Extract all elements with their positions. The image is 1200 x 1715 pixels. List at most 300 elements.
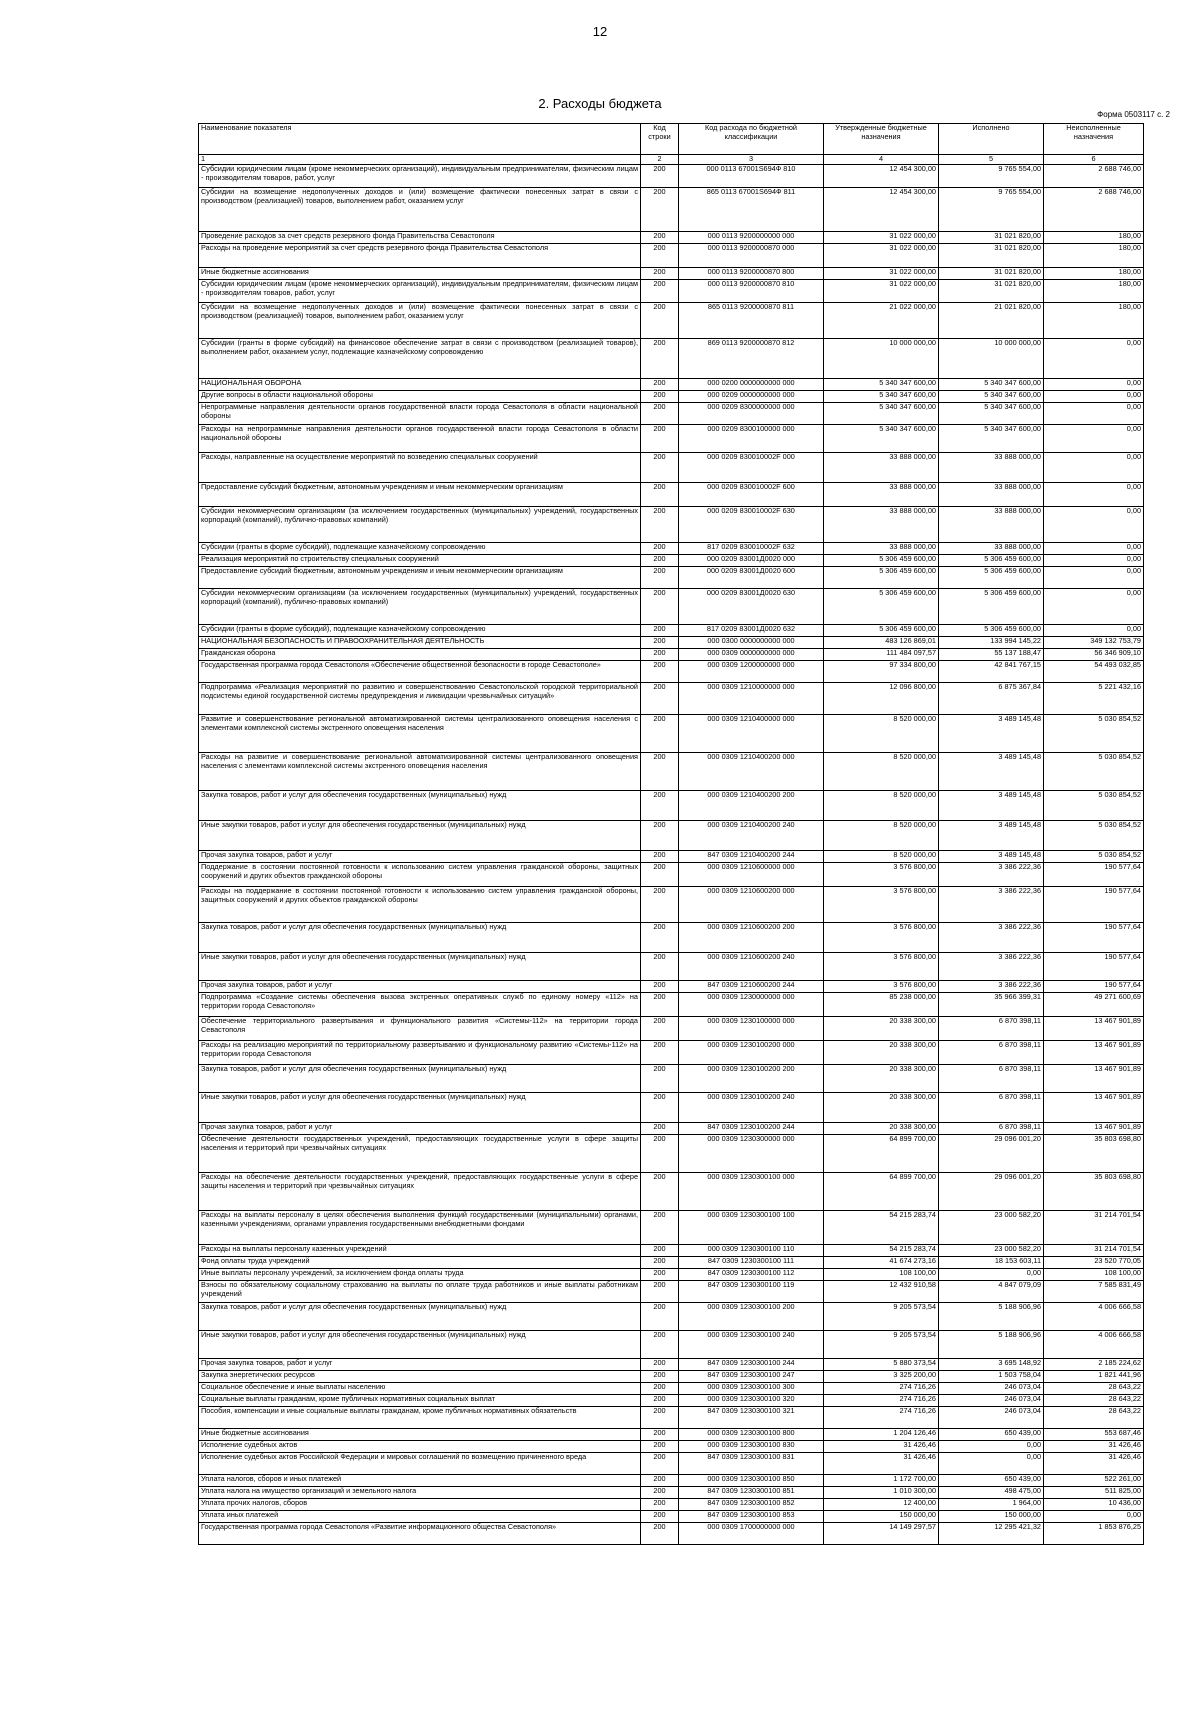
row-executed: 650 439,00 bbox=[939, 1429, 1044, 1441]
table-row bbox=[199, 887, 1144, 923]
row-line-code: 200 bbox=[641, 1441, 679, 1453]
row-line-code: 200 bbox=[641, 683, 679, 715]
row-unexecuted: 0,00 bbox=[1044, 483, 1144, 507]
table-row bbox=[199, 232, 1144, 244]
row-executed: 9 765 554,00 bbox=[939, 165, 1044, 188]
row-classification-code: 847 0309 1230300100 852 bbox=[679, 1499, 824, 1511]
row-executed: 12 295 421,32 bbox=[939, 1523, 1044, 1545]
expenses-table bbox=[198, 123, 1144, 1545]
row-classification-code: 817 0209 830010002F 632 bbox=[679, 543, 824, 555]
row-line-code: 200 bbox=[641, 1359, 679, 1371]
row-classification-code: 000 0113 67001S694Ф 810 bbox=[679, 165, 824, 188]
page-number: 12 bbox=[592, 24, 608, 39]
row-unexecuted: 5 030 854,52 bbox=[1044, 791, 1144, 821]
row-approved: 483 126 869,01 bbox=[824, 637, 939, 649]
table-row bbox=[199, 280, 1144, 303]
row-unexecuted: 0,00 bbox=[1044, 625, 1144, 637]
row-line-code: 200 bbox=[641, 1173, 679, 1211]
row-approved: 3 576 800,00 bbox=[824, 981, 939, 993]
row-name: Социальное обеспечение и иные выплаты населению bbox=[199, 1383, 641, 1395]
row-classification-code: 000 0200 0000000000 000 bbox=[679, 379, 824, 391]
row-executed: 33 888 000,00 bbox=[939, 507, 1044, 543]
row-unexecuted: 0,00 bbox=[1044, 379, 1144, 391]
row-unexecuted: 0,00 bbox=[1044, 339, 1144, 379]
index-cell: 1 bbox=[199, 155, 641, 165]
row-approved: 14 149 297,57 bbox=[824, 1523, 939, 1545]
row-unexecuted: 10 436,00 bbox=[1044, 1499, 1144, 1511]
row-unexecuted: 180,00 bbox=[1044, 280, 1144, 303]
row-unexecuted: 35 803 698,80 bbox=[1044, 1135, 1144, 1173]
table-row bbox=[199, 715, 1144, 753]
row-approved: 8 520 000,00 bbox=[824, 791, 939, 821]
row-approved: 3 576 800,00 bbox=[824, 863, 939, 887]
row-classification-code: 869 0113 9200000870 812 bbox=[679, 339, 824, 379]
row-name: Расходы на поддержание в состоянии постоянной готовности к использованию систем управления гражданской обороны, защитных сооружений и других объектов гражданской обороны bbox=[199, 887, 641, 923]
row-name: Расходы, направленные на осуществление мероприятий по возведению специальных сооружений bbox=[199, 453, 641, 483]
row-classification-code: 000 0309 1210600200 200 bbox=[679, 923, 824, 953]
row-line-code: 200 bbox=[641, 953, 679, 981]
table-row bbox=[199, 1041, 1144, 1065]
row-name: Уплата налогов, сборов и иных платежей bbox=[199, 1475, 641, 1487]
row-approved: 97 334 800,00 bbox=[824, 661, 939, 683]
row-name: Государственная программа города Севастополя «Обеспечение общественной безопасности в городе Севастополе» bbox=[199, 661, 641, 683]
row-executed: 33 888 000,00 bbox=[939, 483, 1044, 507]
table-row bbox=[199, 1017, 1144, 1041]
row-line-code: 200 bbox=[641, 555, 679, 567]
row-classification-code: 000 0300 0000000000 000 bbox=[679, 637, 824, 649]
row-line-code: 200 bbox=[641, 887, 679, 923]
row-name: НАЦИОНАЛЬНАЯ БЕЗОПАСНОСТЬ И ПРАВООХРАНИТЕЛЬНАЯ ДЕЯТЕЛЬНОСТЬ bbox=[199, 637, 641, 649]
row-classification-code: 847 0309 1230100200 244 bbox=[679, 1123, 824, 1135]
row-line-code: 200 bbox=[641, 1523, 679, 1545]
row-executed: 9 765 554,00 bbox=[939, 188, 1044, 232]
table-row bbox=[199, 567, 1144, 589]
row-line-code: 200 bbox=[641, 661, 679, 683]
row-executed: 5 188 906,96 bbox=[939, 1331, 1044, 1359]
row-unexecuted: 0,00 bbox=[1044, 425, 1144, 453]
row-line-code: 200 bbox=[641, 188, 679, 232]
row-unexecuted: 0,00 bbox=[1044, 507, 1144, 543]
row-unexecuted: 13 467 901,89 bbox=[1044, 1041, 1144, 1065]
row-line-code: 200 bbox=[641, 1257, 679, 1269]
table-row bbox=[199, 1441, 1144, 1453]
row-classification-code: 000 0209 0000000000 000 bbox=[679, 391, 824, 403]
table-row bbox=[199, 649, 1144, 661]
table-row bbox=[199, 379, 1144, 391]
table-row bbox=[199, 1523, 1144, 1545]
row-classification-code: 000 0309 1210400200 240 bbox=[679, 821, 824, 851]
row-executed: 3 489 145,48 bbox=[939, 851, 1044, 863]
row-name: Расходы на выплаты персоналу казенных учреждений bbox=[199, 1245, 641, 1257]
row-name: Субсидии юридическим лицам (кроме некоммерческих организаций), индивидуальным предпринимателям, физическим лицам - производителям товаров, работ, услуг bbox=[199, 280, 641, 303]
row-name: Прочая закупка товаров, работ и услуг bbox=[199, 1359, 641, 1371]
row-unexecuted: 31 426,46 bbox=[1044, 1453, 1144, 1475]
row-approved: 8 520 000,00 bbox=[824, 715, 939, 753]
row-approved: 54 215 283,74 bbox=[824, 1245, 939, 1257]
row-classification-code: 000 0309 1230300100 110 bbox=[679, 1245, 824, 1257]
table-row bbox=[199, 1453, 1144, 1475]
row-name: Иные закупки товаров, работ и услуг для обеспечения государственных (муниципальных) нужд bbox=[199, 953, 641, 981]
table-row bbox=[199, 1093, 1144, 1123]
row-unexecuted: 31 214 701,54 bbox=[1044, 1245, 1144, 1257]
row-name: Подпрограмма «Реализация мероприятий по развитию и совершенствованию Севастопольской городской территориальной подсистемы единой государственной системы предупреждения и ликвидации чрезвычайных ситуаций» bbox=[199, 683, 641, 715]
table-row bbox=[199, 543, 1144, 555]
row-unexecuted: 1 821 441,96 bbox=[1044, 1371, 1144, 1383]
row-line-code: 200 bbox=[641, 483, 679, 507]
row-executed: 5 340 347 600,00 bbox=[939, 391, 1044, 403]
index-cell: 5 bbox=[939, 155, 1044, 165]
row-classification-code: 000 0209 83001Д0020 630 bbox=[679, 589, 824, 625]
row-classification-code: 000 0209 830010002F 600 bbox=[679, 483, 824, 507]
row-approved: 20 338 300,00 bbox=[824, 1041, 939, 1065]
row-executed: 1 964,00 bbox=[939, 1499, 1044, 1511]
row-unexecuted: 13 467 901,89 bbox=[1044, 1123, 1144, 1135]
row-executed: 246 073,04 bbox=[939, 1383, 1044, 1395]
row-classification-code: 000 0309 1230300100 850 bbox=[679, 1475, 824, 1487]
table-row bbox=[199, 923, 1144, 953]
row-unexecuted: 180,00 bbox=[1044, 232, 1144, 244]
table-row bbox=[199, 791, 1144, 821]
table-row bbox=[199, 1359, 1144, 1371]
row-name: Субсидии на возмещение недополученных доходов и (или) возмещение фактически понесенных затрат в связи с производством (реализацией) товаров, выполнением работ, оказанием услуг bbox=[199, 188, 641, 232]
row-classification-code: 000 0309 1230300100 000 bbox=[679, 1173, 824, 1211]
row-line-code: 200 bbox=[641, 1475, 679, 1487]
table-row bbox=[199, 661, 1144, 683]
row-executed: 31 021 820,00 bbox=[939, 268, 1044, 280]
row-approved: 8 520 000,00 bbox=[824, 753, 939, 791]
table-row bbox=[199, 1211, 1144, 1245]
row-classification-code: 000 0309 1200000000 000 bbox=[679, 661, 824, 683]
row-executed: 3 386 222,36 bbox=[939, 923, 1044, 953]
row-name: Обеспечение деятельности государственных учреждений, предоставляющих государственные услуги в сфере защиты населения и территорий при чрезвычайных ситуациях bbox=[199, 1135, 641, 1173]
row-classification-code: 865 0113 9200000870 811 bbox=[679, 303, 824, 339]
row-line-code: 200 bbox=[641, 1135, 679, 1173]
row-approved: 12 432 910,58 bbox=[824, 1281, 939, 1303]
row-line-code: 200 bbox=[641, 993, 679, 1017]
table-row bbox=[199, 1487, 1144, 1499]
row-approved: 33 888 000,00 bbox=[824, 543, 939, 555]
row-name: Исполнение судебных актов Российской Федерации и мировых соглашений по возмещению причиненного вреда bbox=[199, 1453, 641, 1475]
row-name: Субсидии некоммерческим организациям (за исключением государственных (муниципальных) учреждений, государственных корпораций (компаний), публично-правовых компаний) bbox=[199, 507, 641, 543]
row-classification-code: 847 0309 1230300100 831 bbox=[679, 1453, 824, 1475]
row-line-code: 200 bbox=[641, 753, 679, 791]
index-cell: 6 bbox=[1044, 155, 1144, 165]
row-unexecuted: 190 577,64 bbox=[1044, 981, 1144, 993]
row-name: Социальные выплаты гражданам, кроме публичных нормативных социальных выплат bbox=[199, 1395, 641, 1407]
row-name: Прочая закупка товаров, работ и услуг bbox=[199, 1123, 641, 1135]
table-row bbox=[199, 589, 1144, 625]
row-executed: 3 386 222,36 bbox=[939, 981, 1044, 993]
row-classification-code: 000 0209 830010002F 630 bbox=[679, 507, 824, 543]
row-classification-code: 865 0113 67001S694Ф 811 bbox=[679, 188, 824, 232]
row-unexecuted: 190 577,64 bbox=[1044, 923, 1144, 953]
row-unexecuted: 31 426,46 bbox=[1044, 1441, 1144, 1453]
row-executed: 3 695 148,92 bbox=[939, 1359, 1044, 1371]
row-unexecuted: 0,00 bbox=[1044, 453, 1144, 483]
row-approved: 150 000,00 bbox=[824, 1511, 939, 1523]
row-name: Предоставление субсидий бюджетным, автономным учреждениям и иным некоммерческим организациям bbox=[199, 567, 641, 589]
row-name: Закупка товаров, работ и услуг для обеспечения государственных (муниципальных) нужд bbox=[199, 923, 641, 953]
row-line-code: 200 bbox=[641, 232, 679, 244]
row-approved: 3 576 800,00 bbox=[824, 923, 939, 953]
table-row bbox=[199, 1475, 1144, 1487]
row-line-code: 200 bbox=[641, 280, 679, 303]
row-unexecuted: 0,00 bbox=[1044, 555, 1144, 567]
row-line-code: 200 bbox=[641, 791, 679, 821]
row-line-code: 200 bbox=[641, 1269, 679, 1281]
table-row bbox=[199, 483, 1144, 507]
row-approved: 8 520 000,00 bbox=[824, 851, 939, 863]
row-approved: 5 306 459 600,00 bbox=[824, 567, 939, 589]
row-classification-code: 000 0309 1210600200 240 bbox=[679, 953, 824, 981]
row-classification-code: 847 0309 1230300100 119 bbox=[679, 1281, 824, 1303]
row-name: Иные закупки товаров, работ и услуг для обеспечения государственных (муниципальных) нужд bbox=[199, 1331, 641, 1359]
row-executed: 5 188 906,96 bbox=[939, 1303, 1044, 1331]
table-row bbox=[199, 391, 1144, 403]
row-line-code: 200 bbox=[641, 1383, 679, 1395]
row-line-code: 200 bbox=[641, 1281, 679, 1303]
index-row bbox=[199, 155, 1144, 165]
row-unexecuted: 2 185 224,62 bbox=[1044, 1359, 1144, 1371]
row-unexecuted: 2 688 746,00 bbox=[1044, 188, 1144, 232]
row-approved: 5 340 347 600,00 bbox=[824, 425, 939, 453]
row-approved: 8 520 000,00 bbox=[824, 821, 939, 851]
row-name: НАЦИОНАЛЬНАЯ ОБОРОНА bbox=[199, 379, 641, 391]
row-classification-code: 000 0113 9200000870 800 bbox=[679, 268, 824, 280]
row-executed: 33 888 000,00 bbox=[939, 543, 1044, 555]
row-unexecuted: 5 030 854,52 bbox=[1044, 851, 1144, 863]
table-row bbox=[199, 244, 1144, 268]
row-unexecuted: 0,00 bbox=[1044, 543, 1144, 555]
row-approved: 5 340 347 600,00 bbox=[824, 379, 939, 391]
row-approved: 3 576 800,00 bbox=[824, 953, 939, 981]
row-classification-code: 000 0309 0000000000 000 bbox=[679, 649, 824, 661]
row-line-code: 200 bbox=[641, 923, 679, 953]
row-classification-code: 000 0209 83001Д0020 600 bbox=[679, 567, 824, 589]
row-unexecuted: 190 577,64 bbox=[1044, 953, 1144, 981]
row-unexecuted: 522 261,00 bbox=[1044, 1475, 1144, 1487]
row-executed: 3 489 145,48 bbox=[939, 715, 1044, 753]
row-classification-code: 847 0309 1230300100 247 bbox=[679, 1371, 824, 1383]
row-approved: 5 306 459 600,00 bbox=[824, 555, 939, 567]
row-executed: 3 489 145,48 bbox=[939, 791, 1044, 821]
row-approved: 12 454 300,00 bbox=[824, 165, 939, 188]
row-executed: 5 340 347 600,00 bbox=[939, 379, 1044, 391]
row-executed: 29 096 001,20 bbox=[939, 1135, 1044, 1173]
table-row bbox=[199, 753, 1144, 791]
row-line-code: 200 bbox=[641, 1395, 679, 1407]
row-unexecuted: 5 030 854,52 bbox=[1044, 753, 1144, 791]
row-classification-code: 847 0309 1230300100 111 bbox=[679, 1257, 824, 1269]
table-row bbox=[199, 1383, 1144, 1395]
row-executed: 150 000,00 bbox=[939, 1511, 1044, 1523]
row-classification-code: 000 0309 1230300100 240 bbox=[679, 1331, 824, 1359]
row-classification-code: 847 0309 1230300100 321 bbox=[679, 1407, 824, 1429]
row-name: Гражданская оборона bbox=[199, 649, 641, 661]
row-approved: 9 205 573,54 bbox=[824, 1331, 939, 1359]
row-executed: 6 870 398,11 bbox=[939, 1123, 1044, 1135]
row-unexecuted: 13 467 901,89 bbox=[1044, 1093, 1144, 1123]
row-approved: 12 096 800,00 bbox=[824, 683, 939, 715]
row-approved: 33 888 000,00 bbox=[824, 483, 939, 507]
row-name: Прочая закупка товаров, работ и услуг bbox=[199, 981, 641, 993]
row-classification-code: 000 0309 1230300100 200 bbox=[679, 1303, 824, 1331]
row-executed: 35 966 399,31 bbox=[939, 993, 1044, 1017]
row-executed: 31 021 820,00 bbox=[939, 244, 1044, 268]
row-executed: 246 073,04 bbox=[939, 1407, 1044, 1429]
row-line-code: 200 bbox=[641, 391, 679, 403]
row-name: Расходы на реализацию мероприятий по территориальному развертыванию и функциональному развитию «Системы-112» на территории города Севастополя bbox=[199, 1041, 641, 1065]
row-name: Прочая закупка товаров, работ и услуг bbox=[199, 851, 641, 863]
table-row bbox=[199, 165, 1144, 188]
table-row bbox=[199, 1135, 1144, 1173]
row-classification-code: 000 0209 83001Д0020 000 bbox=[679, 555, 824, 567]
row-line-code: 200 bbox=[641, 379, 679, 391]
row-executed: 6 870 398,11 bbox=[939, 1041, 1044, 1065]
row-executed: 5 306 459 600,00 bbox=[939, 625, 1044, 637]
row-name: Реализация мероприятий по строительству специальных сооружений bbox=[199, 555, 641, 567]
row-unexecuted: 0,00 bbox=[1044, 589, 1144, 625]
row-approved: 108 100,00 bbox=[824, 1269, 939, 1281]
row-unexecuted: 108 100,00 bbox=[1044, 1269, 1144, 1281]
row-classification-code: 000 0309 1210600200 000 bbox=[679, 887, 824, 923]
row-executed: 5 306 459 600,00 bbox=[939, 567, 1044, 589]
row-executed: 5 306 459 600,00 bbox=[939, 589, 1044, 625]
table-row bbox=[199, 863, 1144, 887]
row-executed: 5 340 347 600,00 bbox=[939, 403, 1044, 425]
row-name: Уплата прочих налогов, сборов bbox=[199, 1499, 641, 1511]
row-classification-code: 000 0309 1230100000 000 bbox=[679, 1017, 824, 1041]
row-executed: 6 870 398,11 bbox=[939, 1017, 1044, 1041]
table-row bbox=[199, 507, 1144, 543]
table-row bbox=[199, 1257, 1144, 1269]
row-line-code: 200 bbox=[641, 425, 679, 453]
row-unexecuted: 13 467 901,89 bbox=[1044, 1065, 1144, 1093]
row-unexecuted: 180,00 bbox=[1044, 244, 1144, 268]
row-name: Государственная программа города Севастополя «Развитие информационного общества Севастополя» bbox=[199, 1523, 641, 1545]
table-row bbox=[199, 821, 1144, 851]
row-unexecuted: 31 214 701,54 bbox=[1044, 1211, 1144, 1245]
form-label: Форма 0503117 с. 2 bbox=[1097, 110, 1170, 119]
row-unexecuted: 5 030 854,52 bbox=[1044, 821, 1144, 851]
row-name: Расходы на выплаты персоналу в целях обеспечения выполнения функций государственными (муниципальными) органами, казенными учреждениями, органами управления государственными внебюджетными фондами bbox=[199, 1211, 641, 1245]
table-row bbox=[199, 981, 1144, 993]
table-row bbox=[199, 403, 1144, 425]
row-line-code: 200 bbox=[641, 567, 679, 589]
row-line-code: 200 bbox=[641, 339, 679, 379]
row-line-code: 200 bbox=[641, 1511, 679, 1523]
row-approved: 1 010 300,00 bbox=[824, 1487, 939, 1499]
row-approved: 20 338 300,00 bbox=[824, 1017, 939, 1041]
table-row bbox=[199, 1511, 1144, 1523]
row-approved: 1 204 126,46 bbox=[824, 1429, 939, 1441]
row-unexecuted: 190 577,64 bbox=[1044, 887, 1144, 923]
row-executed: 31 021 820,00 bbox=[939, 232, 1044, 244]
row-classification-code: 000 0309 1230100200 000 bbox=[679, 1041, 824, 1065]
row-name: Субсидии некоммерческим организациям (за исключением государственных (муниципальных) учреждений, государственных корпораций (компаний), публично-правовых компаний) bbox=[199, 589, 641, 625]
row-name: Закупка энергетических ресурсов bbox=[199, 1371, 641, 1383]
row-name: Фонд оплаты труда учреждений bbox=[199, 1257, 641, 1269]
row-classification-code: 000 0209 830010002F 000 bbox=[679, 453, 824, 483]
row-unexecuted: 13 467 901,89 bbox=[1044, 1017, 1144, 1041]
row-unexecuted: 0,00 bbox=[1044, 567, 1144, 589]
row-name: Расходы на проведение мероприятий за счет средств резервного фонда Правительства Севастополя bbox=[199, 244, 641, 268]
row-classification-code: 000 0309 1230300100 800 bbox=[679, 1429, 824, 1441]
row-name: Иные закупки товаров, работ и услуг для обеспечения государственных (муниципальных) нужд bbox=[199, 821, 641, 851]
row-name: Предоставление субсидий бюджетным, автономным учреждениям и иным некоммерческим организациям bbox=[199, 483, 641, 507]
header-classification-code: Код расхода по бюджетной классификации bbox=[679, 124, 824, 155]
row-line-code: 200 bbox=[641, 507, 679, 543]
row-executed: 33 888 000,00 bbox=[939, 453, 1044, 483]
row-approved: 9 205 573,54 bbox=[824, 1303, 939, 1331]
row-approved: 274 716,26 bbox=[824, 1383, 939, 1395]
table-row bbox=[199, 637, 1144, 649]
row-classification-code: 000 0309 1230100200 200 bbox=[679, 1065, 824, 1093]
row-classification-code: 000 0113 9200000870 000 bbox=[679, 244, 824, 268]
row-unexecuted: 0,00 bbox=[1044, 391, 1144, 403]
table-row bbox=[199, 683, 1144, 715]
row-name: Иные бюджетные ассигнования bbox=[199, 1429, 641, 1441]
table-row bbox=[199, 555, 1144, 567]
row-executed: 3 489 145,48 bbox=[939, 753, 1044, 791]
table-row bbox=[199, 1331, 1144, 1359]
row-unexecuted: 7 585 831,49 bbox=[1044, 1281, 1144, 1303]
index-cell: 4 bbox=[824, 155, 939, 165]
row-name: Иные выплаты персоналу учреждений, за исключением фонда оплаты труда bbox=[199, 1269, 641, 1281]
header-approved: Утвержденные бюджетные назначения bbox=[824, 124, 939, 155]
row-name: Иные бюджетные ассигнования bbox=[199, 268, 641, 280]
row-approved: 5 306 459 600,00 bbox=[824, 625, 939, 637]
table-row bbox=[199, 268, 1144, 280]
row-classification-code: 000 0309 1700000000 000 bbox=[679, 1523, 824, 1545]
row-classification-code: 000 0309 1230300100 320 bbox=[679, 1395, 824, 1407]
table-row bbox=[199, 453, 1144, 483]
row-unexecuted: 49 271 600,69 bbox=[1044, 993, 1144, 1017]
row-executed: 3 489 145,48 bbox=[939, 821, 1044, 851]
row-executed: 5 306 459 600,00 bbox=[939, 555, 1044, 567]
table-row bbox=[199, 1303, 1144, 1331]
row-classification-code: 847 0309 1230300100 112 bbox=[679, 1269, 824, 1281]
row-classification-code: 847 0309 1210400200 244 bbox=[679, 851, 824, 863]
row-line-code: 200 bbox=[641, 1041, 679, 1065]
row-executed: 133 994 145,22 bbox=[939, 637, 1044, 649]
row-line-code: 200 bbox=[641, 1065, 679, 1093]
row-line-code: 200 bbox=[641, 1487, 679, 1499]
row-executed: 6 875 367,84 bbox=[939, 683, 1044, 715]
table-row bbox=[199, 188, 1144, 232]
row-unexecuted: 28 643,22 bbox=[1044, 1383, 1144, 1395]
row-unexecuted: 23 520 770,05 bbox=[1044, 1257, 1144, 1269]
table-row bbox=[199, 953, 1144, 981]
row-executed: 498 475,00 bbox=[939, 1487, 1044, 1499]
row-executed: 0,00 bbox=[939, 1269, 1044, 1281]
row-unexecuted: 180,00 bbox=[1044, 268, 1144, 280]
row-name: Уплата иных платежей bbox=[199, 1511, 641, 1523]
row-line-code: 200 bbox=[641, 1371, 679, 1383]
row-unexecuted: 190 577,64 bbox=[1044, 863, 1144, 887]
row-approved: 5 880 373,54 bbox=[824, 1359, 939, 1371]
row-executed: 55 137 188,47 bbox=[939, 649, 1044, 661]
row-line-code: 200 bbox=[641, 453, 679, 483]
index-cell: 2 bbox=[641, 155, 679, 165]
row-classification-code: 847 0309 1230300100 853 bbox=[679, 1511, 824, 1523]
row-classification-code: 000 0309 1210400200 000 bbox=[679, 753, 824, 791]
row-unexecuted: 553 687,46 bbox=[1044, 1429, 1144, 1441]
row-unexecuted: 28 643,22 bbox=[1044, 1407, 1144, 1429]
row-name: Субсидии юридическим лицам (кроме некоммерческих организаций), индивидуальным предпринимателям, физическим лицам - производителям товаров, работ, услуг bbox=[199, 165, 641, 188]
row-approved: 20 338 300,00 bbox=[824, 1093, 939, 1123]
row-approved: 10 000 000,00 bbox=[824, 339, 939, 379]
